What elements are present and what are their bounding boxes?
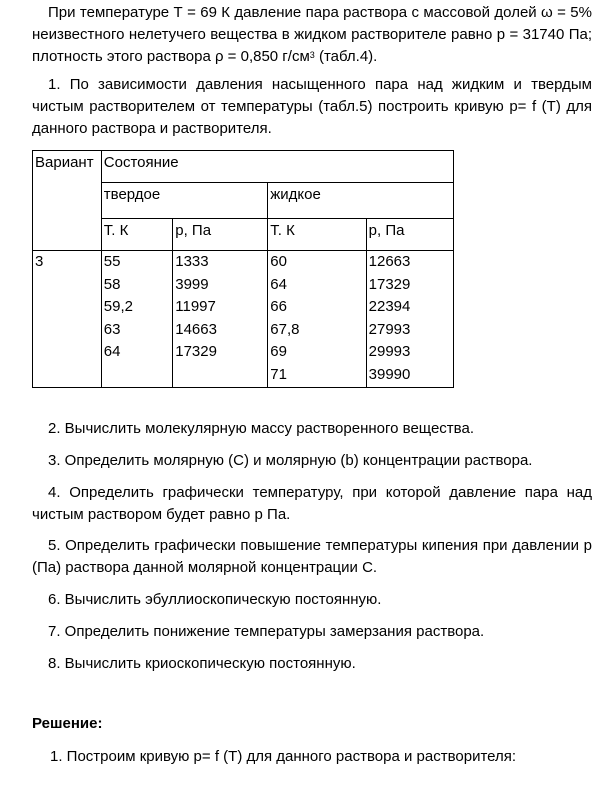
table-cell: 39990 bbox=[368, 365, 411, 383]
task-7: 7. Определить понижение температуры замерзания раствора. bbox=[48, 623, 485, 640]
table-cell: 66 bbox=[270, 298, 287, 316]
table-cell: 64 bbox=[270, 275, 287, 293]
table-cell: 3999 bbox=[175, 275, 209, 293]
table-cell: 69 bbox=[270, 343, 287, 361]
solid-T-cell bbox=[101, 251, 172, 388]
variant-value: 3 bbox=[35, 253, 44, 270]
task-2: 2. Вычислить молекулярную массу растворенного вещества. bbox=[48, 420, 474, 437]
data-table bbox=[32, 150, 454, 388]
task-6: 6. Вычислить эбуллиоскопическую постоянную. bbox=[48, 591, 382, 608]
solid-p-cell bbox=[173, 251, 268, 388]
variant-cell bbox=[33, 251, 102, 388]
header-solid-T: Т. К bbox=[101, 219, 172, 251]
task-8: 8. Вычислить криоскопическую постоянную. bbox=[48, 655, 356, 672]
header-liquid-T: Т. К bbox=[268, 219, 366, 251]
liquid-T-cell bbox=[268, 251, 366, 388]
header-state: Состояние bbox=[101, 151, 453, 183]
table-cell: 17329 bbox=[368, 275, 411, 293]
header-variant: Вариант bbox=[33, 151, 102, 251]
table-cell: 59,2 bbox=[103, 298, 133, 316]
solution-step-1: 1. Построим кривую р= f (T) для данного раствора и растворителя: bbox=[50, 748, 517, 765]
table-cell: 58 bbox=[103, 275, 121, 293]
table-cell: 22394 bbox=[368, 298, 411, 316]
table-cell: 11997 bbox=[175, 298, 216, 316]
table-cell: 27993 bbox=[368, 320, 411, 338]
table-cell: 14663 bbox=[175, 320, 217, 338]
intro-text: При температуре Т = 69 К давление пара раствора с массовой долей ω = 5% неизвестного нелетучего вещества в жидком растворителе равно р = 31740 Па; плотность этого раствора ρ = 0,850 г/см bbox=[32, 4, 592, 65]
intro-paragraph bbox=[32, 2, 592, 68]
table-cell: 64 bbox=[103, 343, 121, 361]
table-cell: 29993 bbox=[368, 343, 411, 361]
task-4: 4. Определить графически температуру, при которой давление пара над чистым раствором будет равно р Па. bbox=[32, 484, 592, 523]
table-cell: 17329 bbox=[175, 343, 217, 361]
table-cell: 12663 bbox=[368, 253, 411, 270]
header-solid: твердое bbox=[101, 183, 267, 219]
table-cell: 1333 bbox=[175, 253, 209, 270]
task-3: 3. Определить молярную (C) и молярную (b) концентрации раствора. bbox=[48, 452, 533, 469]
intro-superscript: 3 bbox=[309, 50, 315, 60]
header-liquid-p: p, Па bbox=[366, 219, 453, 251]
table-cell: 71 bbox=[270, 365, 287, 383]
table-cell: 55 bbox=[103, 253, 121, 270]
task-1: 1. По зависимости давления насыщенного пара над жидким и твердым чистым растворителем от температуры (табл.5) построить кривую р= f (T) для данного раствора и растворителя. bbox=[32, 76, 592, 137]
liquid-p-cell bbox=[366, 251, 453, 388]
table-cell: 67,8 bbox=[270, 320, 300, 338]
header-liquid: жидкое bbox=[268, 183, 454, 219]
header-solid-p: p, Па bbox=[173, 219, 268, 251]
intro-text-end: (табл.4). bbox=[314, 48, 378, 65]
solution-heading: Решение: bbox=[32, 715, 103, 732]
table-cell: 63 bbox=[103, 320, 121, 338]
table-cell: 60 bbox=[270, 253, 287, 270]
task-5: 5. Определить графически повышение температуры кипения при давлении р (Па) раствора данной молярной концентрации С. bbox=[32, 537, 592, 576]
